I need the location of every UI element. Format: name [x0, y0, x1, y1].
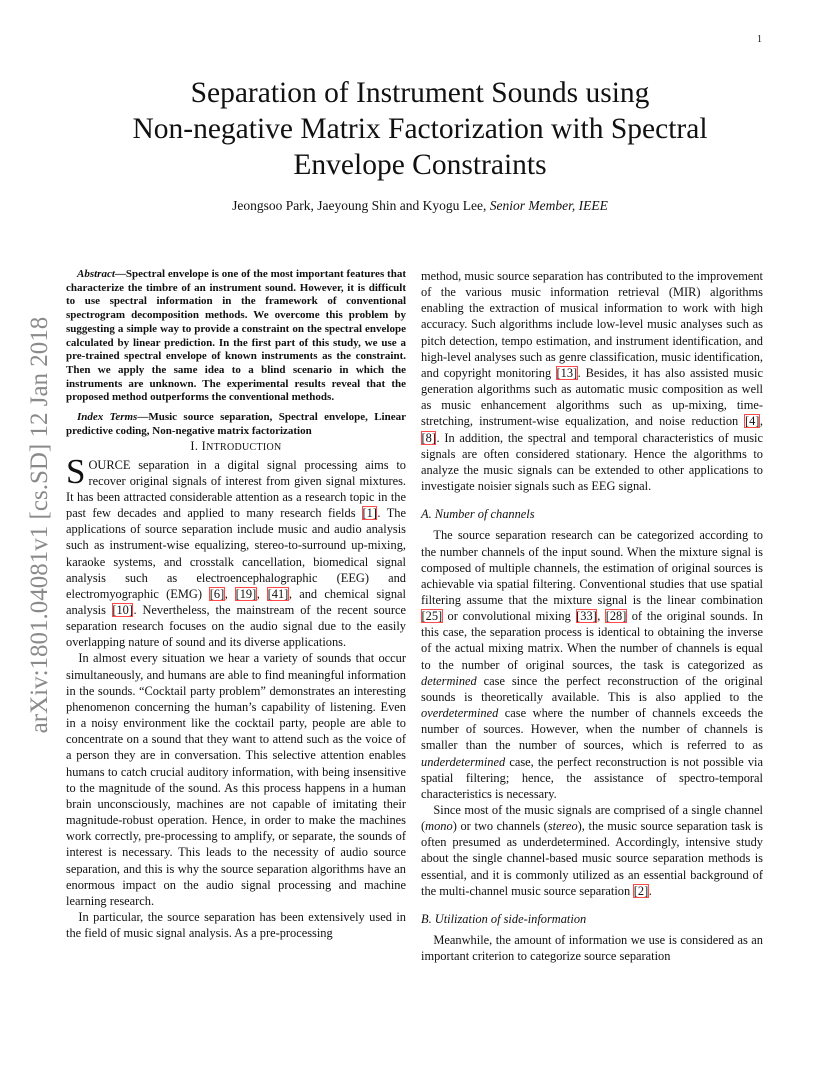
right-p3-text: ), the music source separation task is often presumed as underdetermined. Accordingly, intensive study about the single channel-based music source separation methods is essential, and it is commonly utilized as an essential background of the multi-channel music source separation — [421, 819, 763, 898]
subsection-heading-b: B. Utilization of side-information — [421, 911, 587, 926]
right-p2-text: , — [597, 609, 606, 624]
section-numeral: I. I — [190, 439, 207, 454]
intro-p1-text: . Nevertheless, the mainstream of the recent source separation research focuses on the audio signal due to the easily overlapping nature of sound and its diverse applications. — [66, 603, 406, 650]
citation-link[interactable]: [2] — [633, 883, 649, 898]
intro-p1-lead: OURCE separation in a digital signal processing aims to recover original signals of interest from given signal mixtures. It has been attracted considerable attention as a research topic in the past few decades and applied to many research fields — [66, 457, 406, 521]
right-paragraph-1 — [421, 268, 763, 494]
title-line-2: Non-negative Matrix Factorization with Spectral — [132, 113, 708, 145]
intro-paragraph-2: In almost every situation we hear a variety of sounds that occur simultaneously, and humans are able to find meaningful information in the sounds. “Cocktail party problem” demonstrates an interesting phenomenon concerning the human’s capability of listening. Even in a noisy environment like the cocktail party, people are able to concentrate on a sound that they want to attend such as the voice of a person they are in conversation. This selective attention enables humans to catch crucial auditory information, with being insensitive to the magnitude of the sound. As this process happens in a human brain unconsciously, machines are not capable of imitating their magnitude-robust operation. Hence, in order to make the machines work correctly, pre-processing to amplify, or separate, the sounds of interest is necessary. This leads to the necessity of audio source separation, and this is why the source separation algorithms have an enormous impact on the audio signal processing and machine learning research. — [66, 651, 406, 908]
page-number: 1 — [757, 34, 762, 45]
citation-link[interactable]: [28] — [605, 609, 627, 624]
citation-link[interactable]: [6] — [209, 586, 225, 601]
drop-cap-letter: S — [66, 451, 86, 491]
right-p2-text: case since the perfect reconstruction of the original sounds is theoretically available. This is also applied to the — [421, 673, 763, 704]
index-terms-text: —Music source separation, Spectral envelope, Linear predictive coding, Non-negative matrix factorization — [66, 411, 406, 437]
citation-link[interactable]: [25] — [421, 609, 443, 624]
right-p2-text: case, the perfect reconstruction is not possible via spatial filtering; hence, the assistance of spectro-temporal characteristics is necessary. — [421, 754, 763, 801]
abstract — [66, 268, 406, 405]
author-names: Jeongsoo Park, Jaeyoung Shin and Kyogu Lee, — [232, 198, 490, 213]
intro-p1-text: , — [256, 586, 268, 601]
citation-link[interactable]: [8] — [421, 430, 436, 445]
emphasis-term: determined — [421, 673, 477, 688]
right-p3-text: ) or two channels ( — [452, 819, 548, 834]
section-title-smallcaps: NTRODUCTION — [206, 442, 282, 454]
arxiv-identifier-stamp[interactable]: arXiv:1801.04081v1 [cs.SD] 12 Jan 2018 — [26, 316, 53, 734]
emphasis-term: overdetermined — [421, 706, 499, 721]
citation-link[interactable]: [41] — [267, 586, 289, 601]
citation-link[interactable]: [4] — [744, 414, 760, 429]
citation-link[interactable]: [19] — [235, 586, 257, 601]
index-terms-label: Index Terms — [77, 411, 138, 424]
right-column — [421, 268, 763, 964]
emphasis-term: mono — [425, 819, 453, 834]
intro-paragraph-1 — [66, 451, 406, 651]
right-paragraph-4: Meanwhile, the amount of information we use is considered as an important criterion to categorize source separation — [421, 933, 763, 964]
subsection-heading-a: A. Number of channels — [421, 507, 535, 522]
right-p3-text: . — [648, 883, 652, 898]
emphasis-term: stereo — [547, 819, 578, 834]
emphasis-term: underdetermined — [421, 754, 506, 769]
abstract-label: Abstract — [77, 268, 115, 280]
right-p1-text: method, music source separation has contributed to the improvement of the various music information retrieval (MIR) algorithms enabling the extraction of musical information to work with high accuracy. Such algorithms include low-level music analyses such as pitch detection, tempo estimation, and instrument identification, and high-level analyses such as genre classification, music identification, and copyright monitoring — [421, 269, 763, 380]
right-p2-text: case where the number of channels exceeds the number of sources. However, when the number of channels is smaller than the number of sources, which is referred to as — [421, 706, 763, 753]
intro-p1-text: . The applications of source separation include music and audio analysis such as instrument-wise equalizing, stereo-to-surround up-mixing, karaoke systems, and crosstalk cancellation, biomedical signal analysis such as electroencephalographic (EEG) and electromyographic (EMG) — [66, 506, 406, 601]
citation-link[interactable]: [10] — [112, 603, 133, 617]
citation-link[interactable]: [33] — [576, 609, 597, 624]
title-line-1: Separation of Instrument Sounds using — [190, 77, 650, 109]
intro-paragraph-3: In particular, the source separation has been extensively used in the field of music signal analysis. As a pre-processing — [66, 909, 406, 941]
right-p2-text: of the original sounds. In this case, the separation process is identical to obtaining the inverse of the actual mixing matrix. When the number of channels is equal to the number of original sources, the task is categorized as — [421, 609, 763, 672]
abstract-text: —Spectral envelope is one of the most important features that characterize the timbre of an instrument sound. However, it is difficult to use spectral information in the framework of conventional spectrogram decomposition methods. We overcome this problem by suggesting a simple way to provide a constraint on the spectral envelope calculated by linear prediction. In the first part of this study, we use a pre-trained spectral envelope of known instruments as the constraint. Then we apply the same idea to a blind scenario in which the instruments are unknown. The experimental results reveal that the proposed method outperforms the conventional methods. — [66, 268, 406, 404]
intro-p1-text: , and chemical signal analysis — [66, 586, 406, 617]
right-p1-text: . In addition, the spectral and temporal characteristics of music signals are often considered stationary. Hence the algorithms to analyze the music signals can be extended to other applications to investigate noisier signals such as EEG signal. — [421, 430, 763, 494]
intro-p1-text: , — [224, 586, 236, 601]
right-p2-text: The source separation research can be categorized according to the number channels of the input sound. When the mixture signal is composed of multiple channels, the estimation of original sources is achievable via spatial filtering. Conventional studies that use spatial filtering assume that the mixture signal is the linear combination — [421, 528, 763, 607]
citation-link[interactable]: [1] — [362, 506, 377, 521]
right-paragraph-2 — [421, 527, 763, 802]
citation-link[interactable]: [13] — [556, 365, 578, 380]
left-column — [66, 268, 406, 941]
paper-title — [60, 75, 780, 183]
right-p1-text: . Besides, it has also assisted music generation algorithms such as automatic music composition as well as music enhancement algorithms such as up-mixing, time-stretching, instrument-wise equalization, and noise reduction — [421, 365, 763, 429]
right-paragraph-3 — [421, 802, 763, 899]
right-p3-text: Since most of the music signals are comprised of a single channel ( — [421, 803, 763, 834]
author-role: Senior Member, IEEE — [489, 198, 608, 213]
section-heading-introduction — [66, 438, 406, 456]
right-p1-text: , — [759, 414, 763, 429]
index-terms — [66, 411, 406, 438]
right-p2-text: or convolutional mixing — [442, 609, 576, 624]
author-line — [60, 198, 780, 214]
title-line-3: Envelope Constraints — [293, 149, 547, 181]
